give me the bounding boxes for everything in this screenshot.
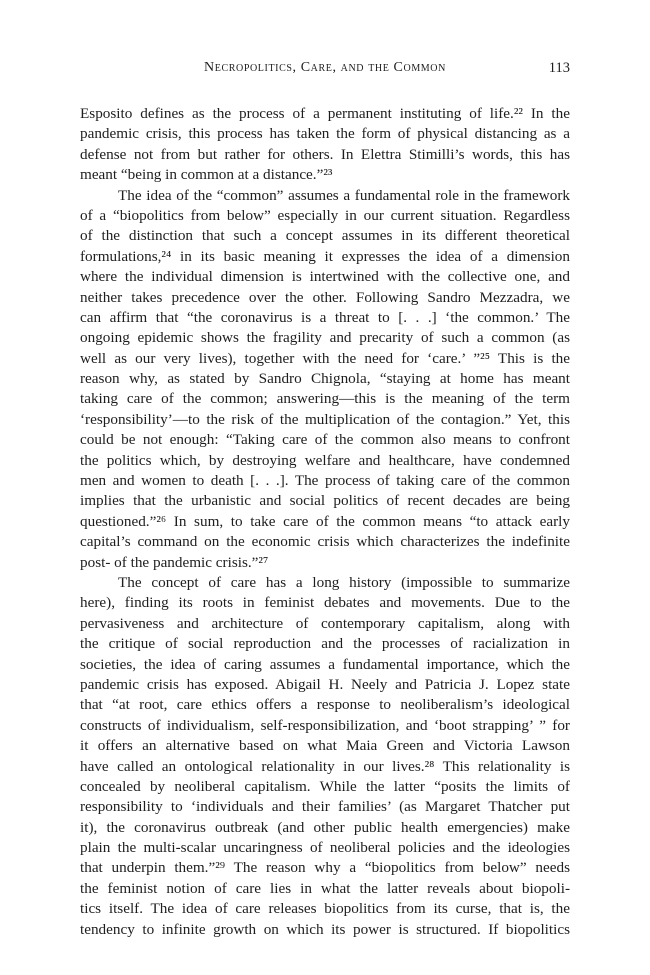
- text-line: capital’s command on the economic crisis which characterizes the indefinite: [80, 533, 570, 551]
- text-line: Esposito defines as the process of a permanent instituting of life.²² In the: [80, 105, 570, 122]
- text-line: well as our very lives), together with the need for ‘care.’ ”²⁵ This is the: [80, 349, 570, 367]
- text-line: pandemic crisis has exposed. Abigail H. Neely and Patricia J. Lopez state: [80, 675, 570, 693]
- text-line: defense not from but rather for others. In Elettra Stimilli’s words, this has: [80, 145, 570, 163]
- text-line: of a “biopolitics from below” especially in our current situation. Regardless: [80, 206, 570, 224]
- text-line: plain the multi-scalar uncaringness of neoliberal policies and the ideologies: [80, 839, 570, 857]
- text-line: The concept of care has a long history (impossible to summarize: [118, 573, 570, 591]
- text-line: formulations,²⁴ in its basic meaning it expresses the idea of a dimension: [80, 247, 570, 265]
- text-line: reason why, as stated by Sandro Chignola, “staying at home has meant: [80, 370, 570, 388]
- text-line: constructs of individualism, self-responsibilization, and ‘boot strapping’ ” for: [80, 716, 570, 734]
- text-line: implies that the urbanistic and social politics of recent decades are being: [80, 492, 570, 510]
- page-header: [80, 60, 570, 80]
- text-line: the politics which, by destroying welfare and healthcare, have condemned: [80, 451, 570, 469]
- text-line: post- of the pandemic crisis.”²⁷: [80, 553, 269, 571]
- text-line: it offers an alternative based on what Maia Green and Victoria Lawson: [80, 737, 570, 755]
- text-line: the critique of social reproduction and the processes of racialization in: [80, 635, 570, 653]
- text-line: questioned.”²⁶ In sum, to take care of the common means “to attack early: [80, 512, 570, 530]
- text-line: have called an ontological relationality in our lives.²⁸ This relationality is: [80, 757, 570, 775]
- text-line: that underpin them.”²⁹ The reason why a “biopolitics from below” needs: [80, 859, 570, 877]
- text-line: of the distinction that such a concept assumes in its different theoretical: [80, 227, 570, 245]
- page-number: 113: [548, 60, 570, 76]
- text-line: taking care of the common; answering—this is the meaning of the term: [80, 390, 570, 408]
- text-line: it), the coronavirus outbreak (and other public health emergencies) make: [80, 818, 570, 836]
- text-line: where the individual dimension is intertwined with the collective one, and: [80, 268, 570, 286]
- text-line: meant “being in common at a distance.”²³: [80, 166, 333, 184]
- text-line: tics itself. The idea of care releases biopolitics from its curse, that is, the: [80, 900, 570, 918]
- body-text: [80, 104, 570, 940]
- text-line: responsibility to ‘individuals and their families’ (as Margaret Thatcher put: [80, 798, 570, 816]
- text-line: concealed by neoliberal capitalism. While the latter “posits the limits of: [80, 777, 570, 795]
- text-line: The idea of the “common” assumes a fundamental role in the framework: [118, 186, 570, 204]
- text-line: ongoing epidemic shows the fragility and precarity of such a common (as: [80, 329, 570, 347]
- text-line: the feminist notion of care lies in what the latter reveals about biopoli-: [80, 879, 570, 897]
- text-line: could be not enough: “Taking care of the common also means to confront: [80, 431, 570, 449]
- text-line: tendency to infinite growth on which its power is structured. If biopolitics: [80, 920, 570, 938]
- text-line: men and women to death [. . .]. The process of taking care of the common: [80, 472, 570, 490]
- text-line: pandemic crisis, this process has taken the form of physical distancing as a: [80, 125, 570, 143]
- text-line: societies, the idea of caring assumes a fundamental importance, which the: [80, 655, 570, 673]
- running-head: Necropolitics, Care, and the Common: [204, 60, 446, 75]
- text-line: ‘responsibility’—to the risk of the multiplication of the contagion.” Yet, this: [80, 410, 570, 428]
- text-line: pervasiveness and architecture of contemporary capitalism, along with: [80, 614, 570, 632]
- text-line: here), finding its roots in feminist debates and movements. Due to the: [80, 594, 570, 612]
- text-line: neither takes precedence over the other. Following Sandro Mezzadra, we: [80, 288, 570, 306]
- text-line: can affirm that “the coronavirus is a threat to [. . .] ‘the common.’ The: [80, 308, 570, 326]
- text-line: that “at root, care ethics offers a response to neoliberalism’s ideological: [80, 696, 570, 714]
